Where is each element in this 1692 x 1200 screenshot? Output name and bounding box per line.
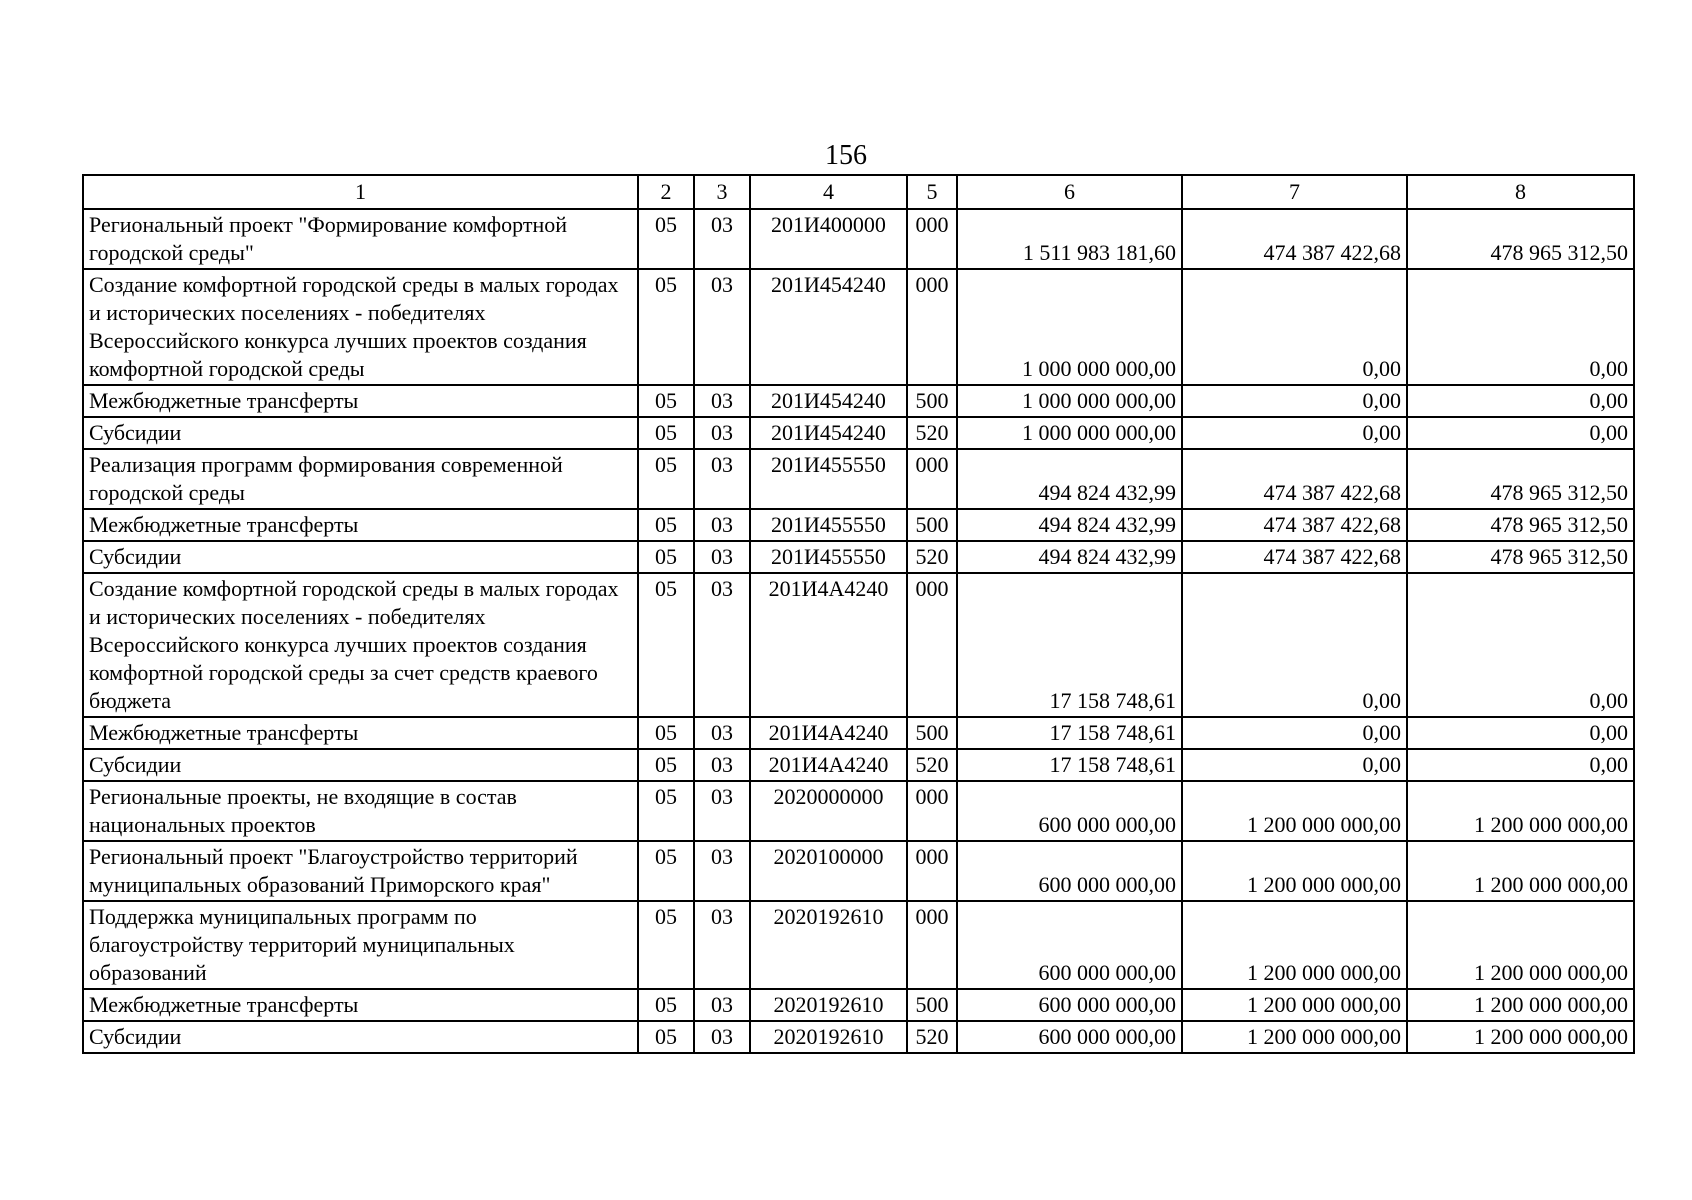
row-subsection: 03 [694,901,750,989]
row-name: Реализация программ формирования современной городской среды [83,449,638,509]
row-name: Межбюджетные трансферты [83,989,638,1021]
column-header: 1 [83,175,638,209]
row-name: Создание комфортной городской среды в малых городах и исторических поселениях - победителях Всероссийского конкурса лучших проектов создания комфортной городской среды за счет средств краевого бюджета [83,573,638,717]
row-amount-col6: 1 000 000 000,00 [957,417,1182,449]
row-amount-col7: 474 387 422,68 [1182,209,1407,269]
row-target-code: 201И454240 [750,269,907,385]
row-subsection: 03 [694,509,750,541]
table-row [83,509,1634,541]
row-amount-col7: 1 200 000 000,00 [1182,1021,1407,1053]
row-amount-col6: 600 000 000,00 [957,989,1182,1021]
row-subsection: 03 [694,989,750,1021]
row-expense-type: 500 [907,385,957,417]
row-name: Региональный проект "Благоустройство территорий муниципальных образований Приморского края" [83,841,638,901]
column-header: 2 [638,175,694,209]
row-amount-col6: 494 824 432,99 [957,541,1182,573]
row-amount-col7: 0,00 [1182,385,1407,417]
row-subsection: 03 [694,781,750,841]
column-header: 7 [1182,175,1407,209]
row-target-code: 201И400000 [750,209,907,269]
row-amount-col6: 17 158 748,61 [957,749,1182,781]
row-amount-col6: 17 158 748,61 [957,573,1182,717]
column-header: 4 [750,175,907,209]
row-amount-col8: 0,00 [1407,749,1634,781]
table-body [83,209,1634,1053]
row-section: 05 [638,541,694,573]
row-target-code: 201И4А4240 [750,573,907,717]
row-amount-col6: 1 000 000 000,00 [957,269,1182,385]
row-target-code: 2020192610 [750,1021,907,1053]
row-amount-col6: 17 158 748,61 [957,717,1182,749]
column-header: 5 [907,175,957,209]
row-expense-type: 000 [907,573,957,717]
row-amount-col8: 478 965 312,50 [1407,509,1634,541]
header-row [83,175,1634,209]
page-number: 156 [825,140,867,171]
row-amount-col6: 494 824 432,99 [957,449,1182,509]
row-expense-type: 000 [907,209,957,269]
row-name: Межбюджетные трансферты [83,509,638,541]
table-row [83,449,1634,509]
row-section: 05 [638,573,694,717]
row-amount-col7: 0,00 [1182,573,1407,717]
row-section: 05 [638,901,694,989]
row-section: 05 [638,1021,694,1053]
row-subsection: 03 [694,269,750,385]
row-target-code: 201И4А4240 [750,749,907,781]
row-target-code: 201И455550 [750,541,907,573]
row-section: 05 [638,717,694,749]
row-subsection: 03 [694,209,750,269]
table-row [83,209,1634,269]
row-expense-type: 500 [907,717,957,749]
table-row [83,901,1634,989]
row-expense-type: 500 [907,509,957,541]
row-name: Субсидии [83,749,638,781]
row-amount-col7: 0,00 [1182,749,1407,781]
row-subsection: 03 [694,385,750,417]
row-name: Субсидии [83,1021,638,1053]
row-expense-type: 520 [907,417,957,449]
table-row [83,269,1634,385]
table-row [83,417,1634,449]
row-amount-col8: 0,00 [1407,269,1634,385]
row-target-code: 201И454240 [750,385,907,417]
row-target-code: 201И4А4240 [750,717,907,749]
row-amount-col6: 1 000 000 000,00 [957,385,1182,417]
table-row [83,749,1634,781]
row-target-code: 201И455550 [750,509,907,541]
row-amount-col8: 478 965 312,50 [1407,449,1634,509]
row-subsection: 03 [694,841,750,901]
row-amount-col8: 1 200 000 000,00 [1407,781,1634,841]
table-row [83,989,1634,1021]
row-subsection: 03 [694,749,750,781]
row-amount-col7: 0,00 [1182,269,1407,385]
row-amount-col6: 600 000 000,00 [957,1021,1182,1053]
row-amount-col6: 600 000 000,00 [957,901,1182,989]
row-section: 05 [638,385,694,417]
row-expense-type: 000 [907,781,957,841]
row-expense-type: 520 [907,749,957,781]
row-amount-col6: 600 000 000,00 [957,841,1182,901]
row-section: 05 [638,417,694,449]
row-amount-col7: 0,00 [1182,417,1407,449]
row-name: Региональные проекты, не входящие в состав национальных проектов [83,781,638,841]
row-subsection: 03 [694,541,750,573]
row-expense-type: 500 [907,989,957,1021]
table-row [83,385,1634,417]
table-row [83,573,1634,717]
row-amount-col7: 1 200 000 000,00 [1182,901,1407,989]
row-section: 05 [638,749,694,781]
row-section: 05 [638,841,694,901]
table-row [83,541,1634,573]
row-name: Субсидии [83,541,638,573]
row-amount-col8: 0,00 [1407,717,1634,749]
row-amount-col8: 1 200 000 000,00 [1407,1021,1634,1053]
table-row [83,841,1634,901]
row-expense-type: 000 [907,901,957,989]
row-target-code: 2020000000 [750,781,907,841]
row-amount-col8: 0,00 [1407,385,1634,417]
row-expense-type: 000 [907,269,957,385]
row-name: Межбюджетные трансферты [83,385,638,417]
row-amount-col6: 600 000 000,00 [957,781,1182,841]
row-amount-col8: 478 965 312,50 [1407,541,1634,573]
row-amount-col7: 1 200 000 000,00 [1182,989,1407,1021]
table-row [83,781,1634,841]
column-header: 8 [1407,175,1634,209]
row-expense-type: 000 [907,841,957,901]
row-target-code: 201И455550 [750,449,907,509]
row-amount-col7: 474 387 422,68 [1182,449,1407,509]
row-target-code: 2020100000 [750,841,907,901]
row-expense-type: 520 [907,541,957,573]
row-section: 05 [638,509,694,541]
row-amount-col8: 1 200 000 000,00 [1407,841,1634,901]
row-section: 05 [638,209,694,269]
row-amount-col8: 1 200 000 000,00 [1407,989,1634,1021]
table-row [83,1021,1634,1053]
row-name: Поддержка муниципальных программ по благоустройству территорий муниципальных образований [83,901,638,989]
row-amount-col8: 1 200 000 000,00 [1407,901,1634,989]
row-amount-col7: 1 200 000 000,00 [1182,841,1407,901]
column-header: 6 [957,175,1182,209]
table-row [83,717,1634,749]
row-section: 05 [638,449,694,509]
column-header: 3 [694,175,750,209]
row-amount-col7: 1 200 000 000,00 [1182,781,1407,841]
row-amount-col8: 0,00 [1407,573,1634,717]
row-amount-col7: 474 387 422,68 [1182,509,1407,541]
row-section: 05 [638,781,694,841]
row-amount-col6: 1 511 983 181,60 [957,209,1182,269]
row-target-code: 2020192610 [750,901,907,989]
row-name: Субсидии [83,417,638,449]
row-subsection: 03 [694,1021,750,1053]
row-section: 05 [638,989,694,1021]
row-amount-col6: 494 824 432,99 [957,509,1182,541]
row-target-code: 201И454240 [750,417,907,449]
row-name: Межбюджетные трансферты [83,717,638,749]
row-expense-type: 000 [907,449,957,509]
row-subsection: 03 [694,449,750,509]
row-section: 05 [638,269,694,385]
row-subsection: 03 [694,417,750,449]
row-subsection: 03 [694,717,750,749]
row-subsection: 03 [694,573,750,717]
row-target-code: 2020192610 [750,989,907,1021]
row-name: Создание комфортной городской среды в малых городах и исторических поселениях - победителях Всероссийского конкурса лучших проектов создания комфортной городской среды [83,269,638,385]
row-name: Региональный проект "Формирование комфортной городской среды" [83,209,638,269]
row-amount-col8: 478 965 312,50 [1407,209,1634,269]
row-amount-col7: 474 387 422,68 [1182,541,1407,573]
budget-table [82,174,1635,1054]
row-amount-col7: 0,00 [1182,717,1407,749]
row-expense-type: 520 [907,1021,957,1053]
row-amount-col8: 0,00 [1407,417,1634,449]
